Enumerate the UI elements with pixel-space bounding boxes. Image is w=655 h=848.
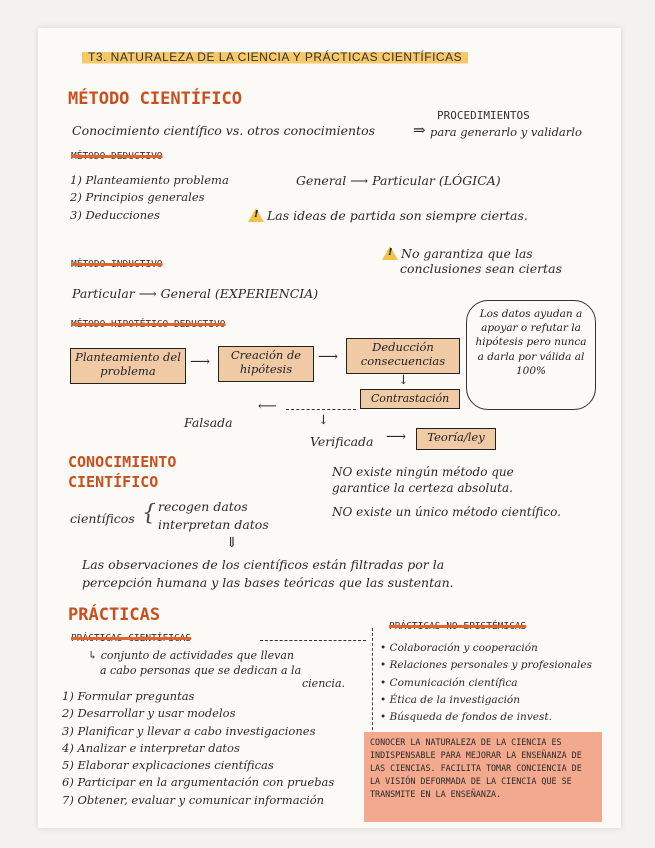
planteamiento-box: Planteamiento del problema bbox=[70, 348, 186, 384]
naturaleza-ciencia-note: CONOCER LA NATURALEZA DE LA CIENCIA ES INDISPENSABLE PARA MEJORAR LA ENSEÑANZA DE LAS CIENCIAS. FACILITA TOMAR CONCIENCIA DE LA VISIÓN DEFORMADA DE LA CIENCIA QUE SE TRANSMITE EN LA ENSEÑANZA. bbox=[364, 732, 602, 822]
procedimientos-label: PROCEDIMIENTOS bbox=[437, 109, 530, 122]
deductivo-warning-text: Las ideas de partida son siempre ciertas. bbox=[267, 208, 528, 223]
practicas-desc-1: ↳ conjunto de actividades que llevan bbox=[88, 649, 294, 662]
teoria-ley-box: Teoría/ley bbox=[416, 428, 496, 450]
list-item: • Ética de la investigación bbox=[380, 693, 521, 706]
contrastacion-box: Contrastación bbox=[360, 389, 460, 409]
metodo-intro-left: Conocimiento científico vs. otros conocimientos bbox=[72, 123, 376, 138]
hipotesis-box: Creación de hipótesis bbox=[218, 346, 314, 382]
no-unico-metodo: NO existe un único método científico. bbox=[332, 505, 561, 519]
practicas-no-epistemicas-list bbox=[380, 640, 592, 727]
practicas-desc-3: ciencia. bbox=[302, 677, 346, 690]
metodo-hipotetico-heading: MÉTODO HIPOTÉTICO-DEDUCTIVO bbox=[71, 319, 226, 330]
list-item: • Colaboración y cooperación bbox=[380, 642, 538, 654]
list-item: 2) Desarrollar y usar modelos bbox=[62, 706, 236, 721]
deductivo-step: 3) Deducciones bbox=[70, 207, 160, 222]
metodo-cientifico-heading: MÉTODO CIENTÍFICO bbox=[68, 89, 242, 109]
column-divider bbox=[372, 628, 374, 740]
warning-icon bbox=[248, 208, 264, 222]
list-item: 5) Elaborar explicaciones científicas bbox=[62, 758, 274, 772]
interpretan-datos: interpretan datos bbox=[158, 517, 269, 532]
dashed-connector bbox=[286, 409, 356, 410]
no-metodo-line-1: NO existe ningún método que bbox=[332, 465, 514, 479]
falsada-label: Falsada bbox=[184, 415, 233, 430]
warning-icon bbox=[382, 246, 398, 260]
brace-icon: { bbox=[142, 501, 156, 526]
observaciones-line-1: Las observaciones de los científicos están filtradas por la bbox=[82, 557, 445, 572]
practicas-cientificas-list bbox=[62, 688, 334, 809]
recogen-datos: recogen datos bbox=[158, 499, 248, 514]
deductivo-step: 1) Planteamiento problema bbox=[70, 173, 229, 187]
cientificos-label: científicos bbox=[70, 511, 135, 526]
practicas-heading: PRÁCTICAS bbox=[68, 605, 161, 625]
deduccion-box: Deducción consecuencias bbox=[346, 338, 460, 374]
list-item: 1) Formular preguntas bbox=[62, 689, 195, 703]
deductivo-step: 2) Principios generales bbox=[70, 190, 205, 205]
practicas-desc-2: a cabo personas que se dedican a la bbox=[100, 664, 302, 677]
list-item: 4) Analizar e interpretar datos bbox=[62, 740, 240, 755]
metodo-inductivo-heading: MÉTODO INDUCTIVO bbox=[71, 259, 163, 270]
inductivo-warning bbox=[382, 246, 533, 261]
arrow-right-icon: ⟶ bbox=[190, 354, 211, 370]
arrow-right-icon: ⟶ bbox=[318, 349, 339, 365]
arrow-down-icon: ↓ bbox=[398, 373, 409, 388]
list-item: 7) Obtener, evaluar y comunicar información bbox=[62, 792, 325, 807]
arrow-down-icon: ↓ bbox=[318, 413, 329, 428]
page-title: T3. NATURALEZA DE LA CIENCIA Y PRÁCTICAS CIENTÍFICAS bbox=[82, 50, 468, 65]
inductivo-flow: Particular ⟶ General (EXPERIENCIA) bbox=[72, 286, 319, 301]
no-metodo-line-2: garantice la certeza absoluta. bbox=[332, 481, 513, 495]
inductivo-warning-text-2: conclusiones sean ciertas bbox=[400, 261, 562, 276]
conocimiento-heading-2: CIENTÍFICO bbox=[68, 473, 159, 491]
procedimientos-desc: para generarlo y validarlo bbox=[430, 125, 582, 139]
list-item: 6) Participar en la argumentación con pruebas bbox=[62, 775, 335, 790]
hipotesis-note-bubble: Los datos ayudan a apoyar o refutar la hipótesis pero nunca a darla por válida al 100% bbox=[466, 300, 596, 410]
arrow-left-icon: ⟵ bbox=[258, 399, 277, 414]
list-item: • Relaciones personales y profesionales bbox=[380, 659, 592, 672]
deductivo-warning bbox=[248, 208, 528, 223]
practicas-no-epistemicas-heading: PRÁCTICAS NO EPISTÉMICAS bbox=[389, 621, 527, 632]
metodo-deductivo-heading: MÉTODO DEDUCTIVO bbox=[71, 151, 163, 162]
list-item: • Búsqueda de fondos de invest. bbox=[380, 711, 552, 724]
double-arrow-down-icon: ⇓ bbox=[226, 535, 238, 551]
list-item: • Comunicación científica bbox=[380, 676, 518, 689]
verificada-label: Verificada bbox=[310, 434, 374, 449]
practicas-cientificas-heading: PRÁCTICAS CIENTÍFICAS bbox=[71, 633, 192, 644]
dashed-divider bbox=[260, 640, 366, 641]
list-item: 3) Planificar y llevar a cabo investigaciones bbox=[62, 723, 316, 738]
conocimiento-heading-1: CONOCIMIENTO bbox=[68, 453, 177, 471]
observaciones-line-2: percepción humana y las bases teóricas que las sustentan. bbox=[82, 575, 454, 590]
arrow-right-icon: ⟶ bbox=[386, 429, 407, 445]
deductivo-steps bbox=[70, 172, 229, 224]
implies-arrow-icon: ⇒ bbox=[413, 121, 426, 139]
inductivo-warning-text-1: No garantiza que las bbox=[401, 246, 533, 261]
deductivo-flow: General ⟶ Particular (LÓGICA) bbox=[296, 173, 501, 188]
notes-page bbox=[38, 28, 621, 828]
